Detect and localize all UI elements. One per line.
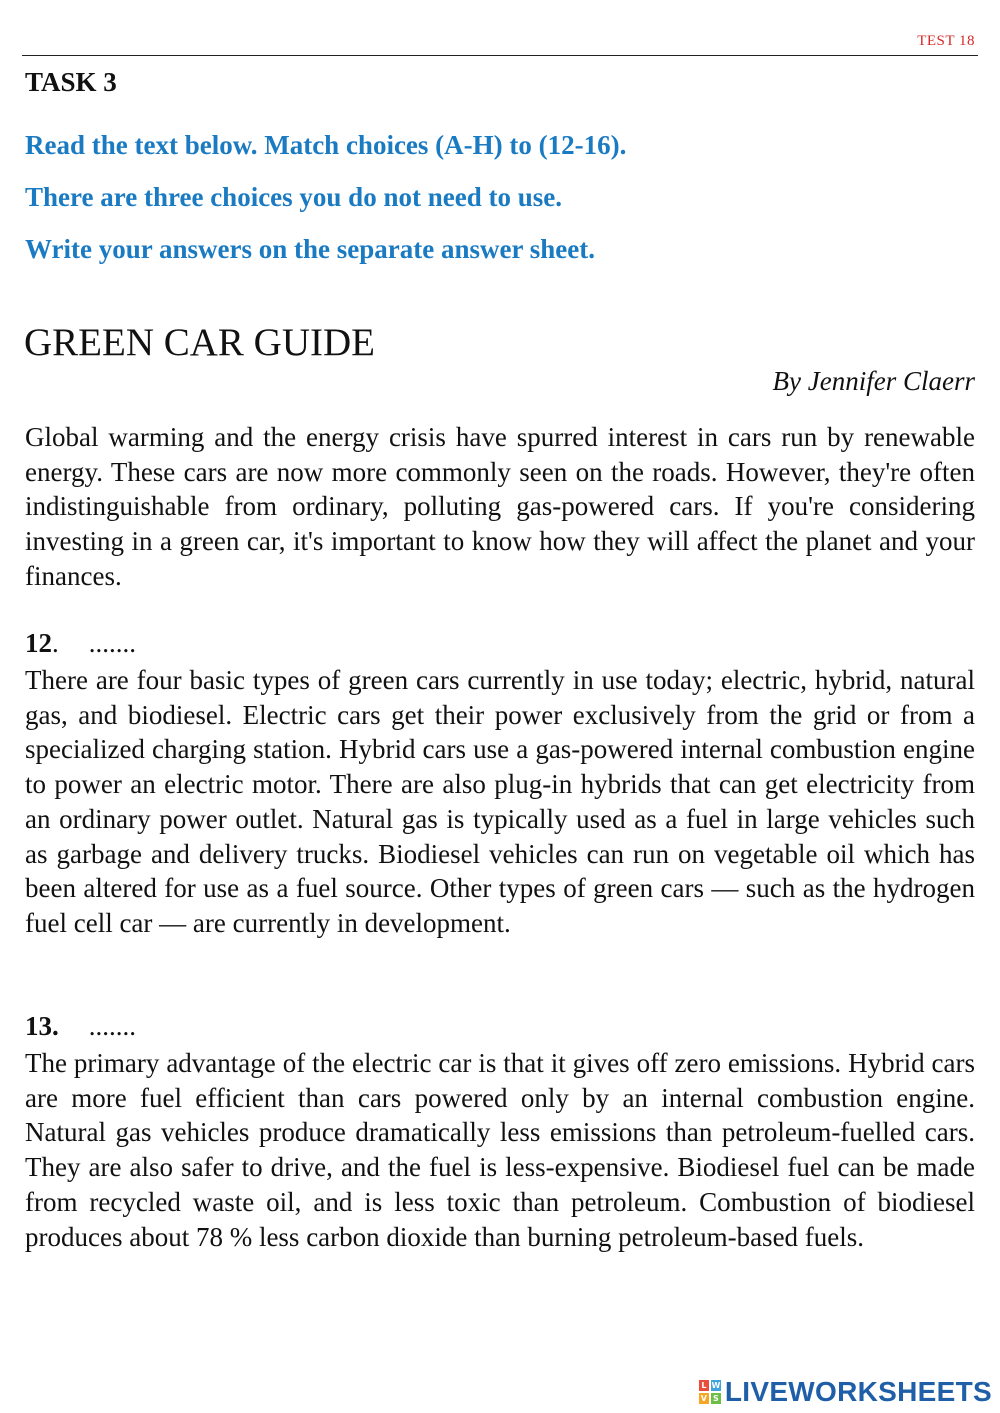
- logo-square-4: S: [711, 1393, 721, 1404]
- question-12-number: 12: [25, 628, 52, 658]
- article-title: GREEN CAR GUIDE: [24, 321, 375, 364]
- article-byline: By Jennifer Claerr: [772, 366, 975, 396]
- question-12-suffix: .: [52, 628, 59, 658]
- question-13-blank: .......: [88, 1011, 136, 1041]
- logo-square-2: W: [711, 1381, 721, 1390]
- liveworksheets-logo-icon: [699, 1380, 721, 1404]
- logo-square-1: L: [699, 1380, 709, 1391]
- intro-paragraph: Global warming and the energy crisis have spurred interest in cars run by renewable energy. These cars are now more commonly seen on the roads. However, they're often indistinguishable from ordinary, polluting gas-powered cars. If you're considering investing in a green car, it's important to know how they will affect the planet and your finances.: [25, 422, 975, 591]
- question-12-blank: .......: [88, 628, 136, 658]
- instruction-line-3: Write your answers on the separate answer sheet.: [25, 234, 595, 264]
- header-divider: [22, 55, 978, 56]
- question-13-heading: [25, 1011, 136, 1042]
- question-13-paragraph: The primary advantage of the electric car is that it gives off zero emissions. Hybrid cars are more fuel efficient than cars powered only by an internal combustion engine. Natural gas vehicles produce dramatically less emissions than petroleum-fuelled cars. They are also safer to drive, and the fuel is less-expensive. Biodiesel fuel can be made from recycled waste oil, and is less toxic than petroleum. Combustion of biodiesel produces about 78 % less carbon dioxide than burning petroleum-based fuels.: [25, 1048, 975, 1252]
- liveworksheets-logo: [699, 1376, 992, 1408]
- instruction-line-1: Read the text below. Match choices (A-H) to (12-16).: [25, 130, 627, 160]
- question-12-heading: [25, 628, 136, 659]
- instruction-line-2: There are three choices you do not need to use.: [25, 182, 562, 212]
- test-label: TEST 18: [917, 33, 975, 49]
- task-title: TASK 3: [25, 67, 117, 97]
- logo-square-3: V: [700, 1394, 707, 1403]
- question-12-paragraph: There are four basic types of green cars currently in use today; electric, hybrid, natural gas, and biodiesel. Electric cars get their power exclusively from the grid or from a specialized charging station. Hybrid cars use a gas-powered internal combustion engine to power an electric motor. There are also plug-in hybrids that can get electricity from an ordinary power outlet. Natural gas is typically used as a fuel in large vehicles such as garbage and delivery trucks. Biodiesel vehicles can run on vegetable oil which has been altered for use as a fuel source. Other types of green cars — such as the hydrogen fuel cell car — are currently in development.: [25, 665, 975, 938]
- question-13-number: 13.: [25, 1011, 59, 1041]
- liveworksheets-brand: LIVEWORKSHEETS: [724, 1376, 992, 1407]
